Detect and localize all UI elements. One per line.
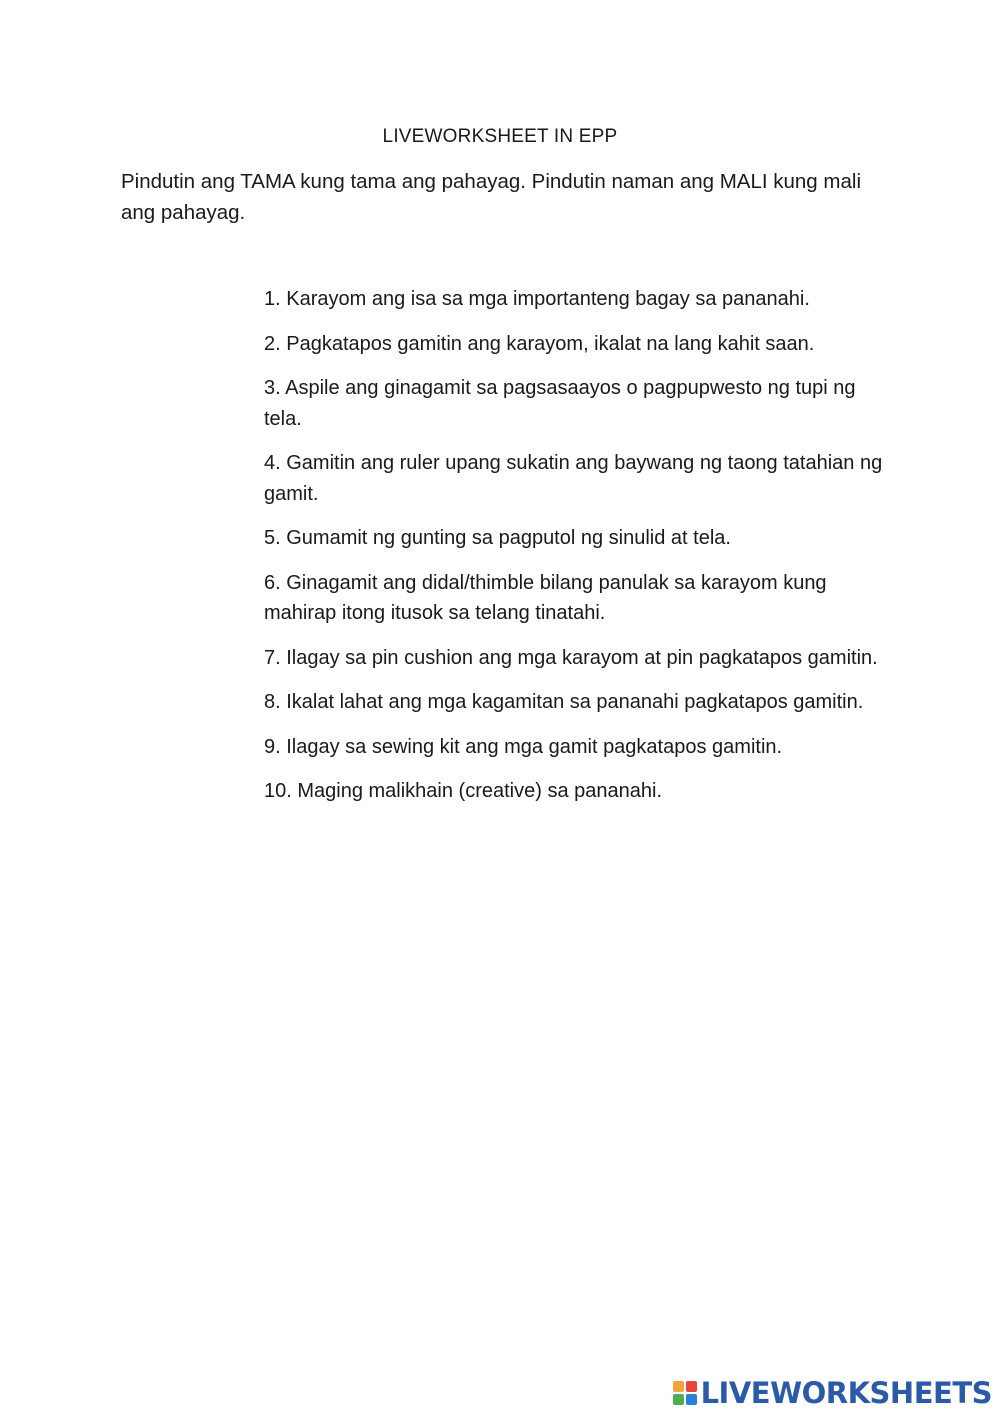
statement-item: 2. Pagkatapos gamitin ang karayom, ikalat na lang kahit saan. <box>264 332 815 355</box>
statement-item: 10. Maging malikhain (creative) sa pananahi. <box>264 780 662 802</box>
statement-item: 3. Aspile ang ginagamit sa pagsasaayos o pagpupwesto ng tupi ng tela. <box>264 377 856 430</box>
statement-item: 7. Ilagay sa pin cushion ang mga karayom at pin pagkatapos gamitin. <box>264 646 878 669</box>
statement-list <box>264 284 884 821</box>
statement-item: 6. Ginagamit ang didal/thimble bilang panulak sa karayom kung mahirap itong itusok sa telang tinatahi. <box>264 571 827 624</box>
instructions-text: Pindutin ang TAMA kung tama ang pahayag. Pindutin naman ang MALI kung mali ang pahayag. <box>121 170 861 224</box>
statement-item: 4. Gamitin ang ruler upang sukatin ang baywang ng taong tatahian ng gamit. <box>264 452 883 505</box>
statement-item: 1. Karayom ang isa sa mga importanteng bagay sa pananahi. <box>264 288 810 310</box>
worksheet-title: LIVEWORKSHEET IN EPP <box>382 126 618 147</box>
liveworksheets-watermark <box>673 1376 992 1410</box>
liveworksheets-logo-icon <box>673 1381 697 1405</box>
statement-item: 8. Ikalat lahat ang mga kagamitan sa pananahi pagkatapos gamitin. <box>264 691 864 713</box>
statement-item: 5. Gumamit ng gunting sa pagputol ng sinulid at tela. <box>264 527 731 549</box>
statement-item: 9. Ilagay sa sewing kit ang mga gamit pagkatapos gamitin. <box>264 735 783 758</box>
brand-name: LIVEWORKSHEETS <box>700 1376 992 1410</box>
